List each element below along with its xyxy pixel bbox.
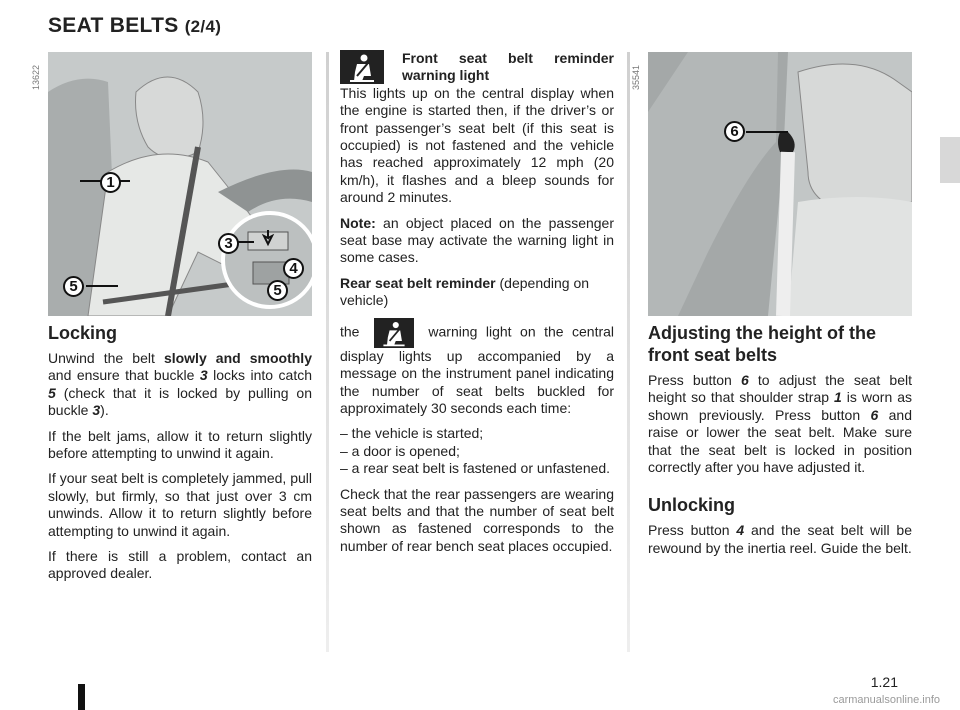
text-run: Unwind the belt [48,350,164,366]
text-run: and raise or lower the seat belt. Make sure that the seat belt is locked in position correctly after you have adjusted it. [648,406,912,476]
callout-5: 5 [63,276,84,297]
locking-paragraph-2: If the belt jams, allow it to return slightly before attempting to unwind it again. [48,427,312,462]
condition-item: – the vehicle is started; [340,425,484,442]
note-text: an object placed on the passenger seat base may activate the warning light in some cases. [340,214,614,266]
front-reminder-title: Front seat belt reminder warning light [402,50,614,84]
reference-number: 6 [870,406,879,423]
column-divider-left [326,52,329,652]
callout-5-inset: 5 [267,280,288,301]
figure-driver-seat-belt [48,52,312,316]
locking-paragraph-4: If there is still a problem, contact an approved dealer. [48,548,312,582]
reminder-column [340,50,614,563]
text-run: and the seat belt will be rewound by the inertia reel. Guide the belt. [648,522,912,556]
section-thumb-tab [940,137,960,183]
figure-right-id: 35541 [631,64,641,90]
watermark: carmanualsonline.info [832,694,940,706]
adjust-heading: Adjusting the height of the front seat belts [648,323,876,365]
text-run: is worn as shown previously. Press button [648,389,912,423]
condition-item: – a door is opened; [340,442,460,459]
front-reminder-text: This lights up on the central display when the engine is started then, if the driver’s or front passenger’s seat belt (if this seat is occupied) is not fastened and the vehicle has reached approximately 12 mph (20 km/h), it flashes and a bleep sounds for around 2 minutes. [340,84,614,206]
reference-number: 3 [92,402,101,419]
page-number: 1.21 [870,674,898,690]
text-run: Press button [648,522,737,539]
reference-number: 5 [48,384,56,401]
locking-paragraph-1 [48,350,312,420]
locking-heading: Locking [48,323,118,343]
callout-1: 1 [100,172,121,193]
page-title-text: SEAT BELTS [48,14,179,37]
callout-6: 6 [724,121,745,142]
unlocking-paragraph [648,522,912,557]
text-run: to adjust the seat belt height so that shoulder strap [648,372,912,406]
reference-number: slowly and smoothly [163,350,312,366]
rear-reminder-pre: the [340,323,360,340]
page-corner-mark [78,684,85,710]
check-paragraph: Check that the rear passengers are wearing seat belts and that the number of seat belt shown as fastened corresponds to the number of rear bench seat places occupied. [340,485,614,554]
note-paragraph [340,215,614,267]
text-run: and ensure that buckle [48,367,200,384]
adjust-column [648,322,912,565]
adjust-paragraph [648,372,912,476]
reference-number: 1 [834,389,842,406]
reference-number: 3 [199,367,208,384]
driver-illustration [48,52,312,316]
note-label: Note: [340,214,376,231]
reference-number: 4 [736,522,745,539]
locking-paragraph-3: If your seat belt is completely jammed, pull slowly, but firmly, so that just over 3 cm unwinds. Allow it to return slightly before attempting to unwind it again. [48,470,312,539]
column-divider-right [627,52,630,652]
condition-item: – a rear seat belt is fastened or unfastened. [340,460,611,477]
seat-belt-height-illustration [648,52,912,316]
front-reminder-header [340,50,614,85]
rear-reminder-conditions [340,425,614,477]
page-title-part: (2/4) [184,17,222,36]
text-run: locks into catch [207,367,312,384]
page-title [48,14,221,38]
callout-3: 3 [218,233,239,254]
locking-column [48,322,312,591]
text-run: (check that it is locked by pulling on buckle [48,384,312,419]
unlocking-heading: Unlocking [648,495,736,516]
rear-seat-belt-warning-icon [374,318,414,348]
callout-4: 4 [283,258,304,279]
reference-number: 6 [740,372,749,388]
rear-reminder-suffix: (depending on vehicle) [340,274,590,309]
seat-belt-warning-icon [340,50,384,84]
figure-seat-belt-height [648,52,912,316]
rear-reminder-text [340,318,614,418]
rear-reminder-heading [340,275,614,310]
rear-reminder-post: warning light on the central display lights up accompanied by a message on the instrument panel indicating the number of seat belts buckled for approximately 30 seconds each time: [340,323,615,416]
rear-reminder-title: Rear seat belt reminder [340,274,496,291]
text-run: Press button [648,372,741,388]
text-run: ). [100,402,109,419]
figure-left-id: 13622 [31,64,41,90]
